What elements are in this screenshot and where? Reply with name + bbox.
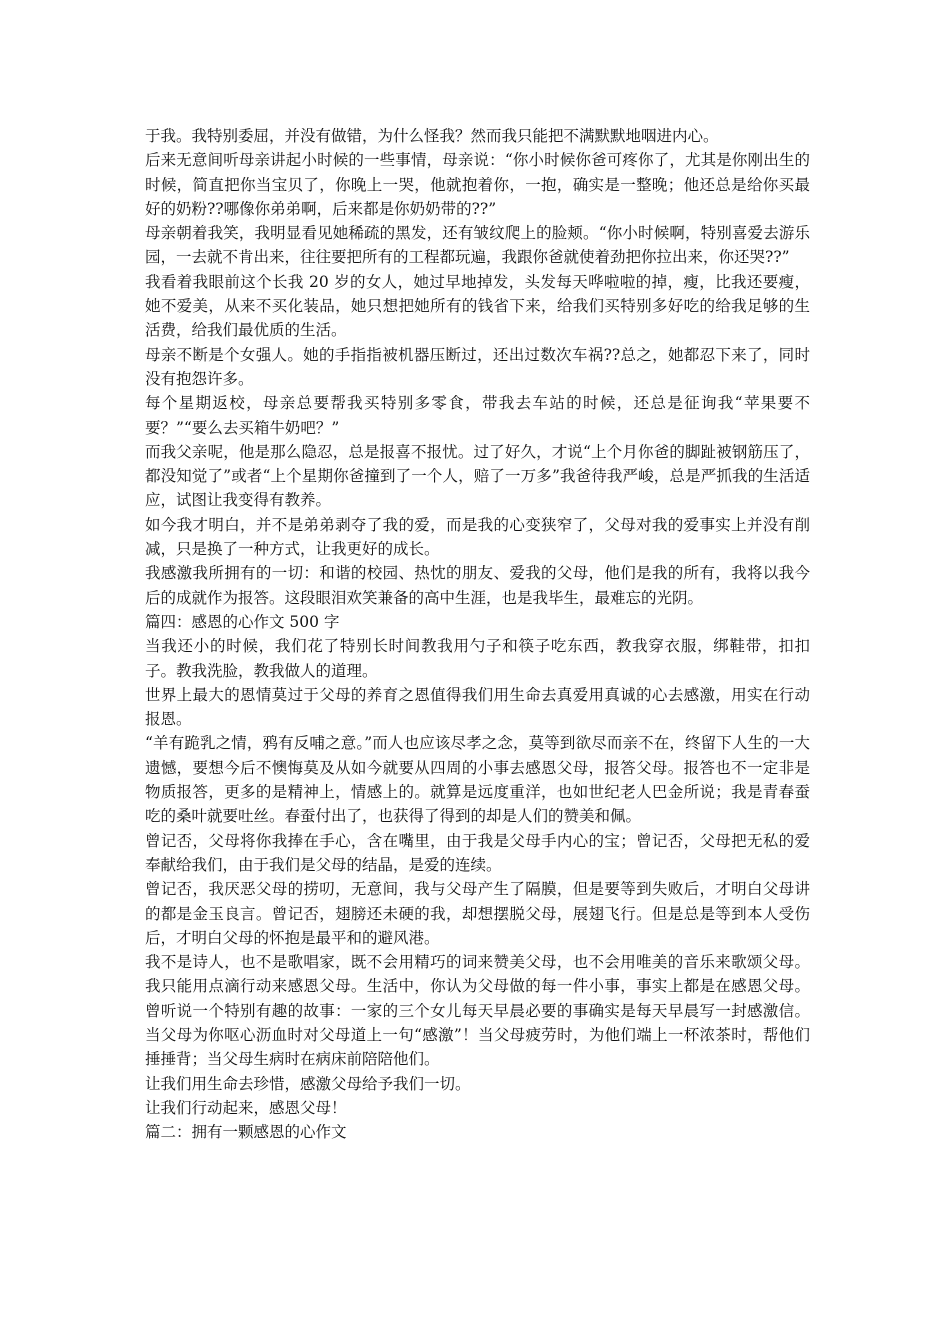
paragraph: 母亲朝着我笑，我明显看见她稀疏的黑发，还有皱纹爬上的脸颊。“你小时候啊，特别喜爱去游乐园，一去就不肯出来，往往要把所有的工程都玩遍，我跟你爸就使着劲把你拉出来，你还哭??” <box>145 224 810 267</box>
paragraph: “羊有跪乳之情，鸦有反哺之意。”而人也应该尽孝之念，莫等到欲尽而亲不在，终留下人生的一大遗憾，要想今后不懊悔莫及从如今就要从四周的小事去感恩父母，报答父母。报答也不一定非是物质报答，更多的是精神上，情感上的。就算是远度重洋，也如世纪老人巴金所说；我是青春蚕吃的桑叶就要吐丝。春蚕付出了，也获得了得到的却是人们的赞美和佩。 <box>145 734 810 826</box>
paragraph: 世界上最大的恩情莫过于父母的养育之恩值得我们用生命去真爱用真诚的心去感激，用实在行动报恩。 <box>145 685 810 729</box>
paragraph: 我看着我眼前这个长我 20 岁的女人，她过早地掉发，头发每天哗啦啦的掉，瘦，比我还要瘦，她不爱美，从来不买化装品，她只想把她所有的钱省下来，给我们买特别多好吃的给我足够的生活费，给我们最优质的生活。 <box>145 272 810 340</box>
paragraph: 曾记否，我厌恶父母的捞叨，无意间，我与父母产生了隔膜，但是要等到失败后，才明白父母讲的都是金玉良言。曾记否，翅膀还未硬的我，却想摆脱父母，展翅飞行。但是总是等到本人受伤后，才明白父母的怀抱是最平和的避风港。 <box>145 880 810 947</box>
document-body <box>145 124 810 1144</box>
section-heading: 篇二：拥有一颗感恩的心作文 <box>145 1123 347 1142</box>
paragraph: 曾记否，父母将你我捧在手心，含在嘴里，由于我是父母手内心的宝；曾记否，父母把无私的爱奉献给我们，由于我们是父母的结晶，是爱的连续。 <box>145 831 810 874</box>
paragraph: 让我们用生命去珍惜，感激父母给予我们一切。 <box>145 1074 471 1093</box>
paragraph: 当我还小的时候，我们花了特别长时间教我用勺子和筷子吃东西，教我穿衣服，绑鞋带，扣扣子。教我洗脸，教我做人的道理。 <box>145 637 810 680</box>
paragraph: 如今我才明白，并不是弟弟剥夺了我的爱，而是我的心变狭窄了，父母对我的爱事实上并没有削减，只是换了一种方式，让我更好的成长。 <box>145 515 810 559</box>
paragraph: 母亲不断是个女强人。她的手指指被机器压断过，还出过数次车祸??总之，她都忍下来了，同时没有抱怨许多。 <box>145 345 810 388</box>
paragraph: 于我。我特别委屈，并没有做错，为什么怪我？然而我只能把不满默默地咽进内心。 <box>145 127 719 145</box>
paragraph: 而我父亲呢，他是那么隐忍，总是报喜不报忧。过了好久，才说“上个月你爸的脚趾被钢筋压了，都没知觉了”或者“上个星期你爸撞到了一个人，赔了一万多”我爸待我严峻，总是严抓我的生活适应，试图让我变得有教养。 <box>145 442 810 510</box>
paragraph: 后来无意间听母亲讲起小时候的一些事情，母亲说：“你小时候你爸可疼你了，尤其是你刚出生的时候，简直把你当宝贝了，你晚上一哭，他就抱着你，一抱，确实是一整晚；他还总是给你买最好的奶粉??哪像你弟弟啊，后来都是你奶奶带的??” <box>145 151 810 218</box>
paragraph: 我不是诗人，也不是歌唱家，既不会用精巧的词来赞美父母，也不会用唯美的音乐来歌颂父母。我只能用点滴行动来感恩父母。生活中，你认为父母做的每一件小事，事实上都是在感恩父母。曾听说一个特别有趣的故事：一家的三个女儿每天早晨必要的事确实是每天早晨写一封感激信。当父母为你呕心沥血时对父母道上一句“感激”！当父母疲劳时，为他们端上一杯浓茶时，帮他们捶捶背；当父母生病时在病床前陪陪他们。 <box>145 953 810 1069</box>
section-heading: 篇四：感恩的心作文 500 字 <box>145 612 340 631</box>
paragraph: 我感激我所拥有的一切：和谐的校园、热忱的朋友、爱我的父母，他们是我的所有，我将以我今后的成就作为报答。这段眼泪欢笑兼备的高中生涯，也是我毕生，最难忘的光阴。 <box>145 564 810 607</box>
paragraph: 让我们行动起来，感恩父母！ <box>145 1098 347 1117</box>
paragraph: 每个星期返校，母亲总要帮我买特别多零食，带我去车站的时候，还总是征询我“苹果要不要？”“要么去买箱牛奶吧？” <box>145 394 810 437</box>
